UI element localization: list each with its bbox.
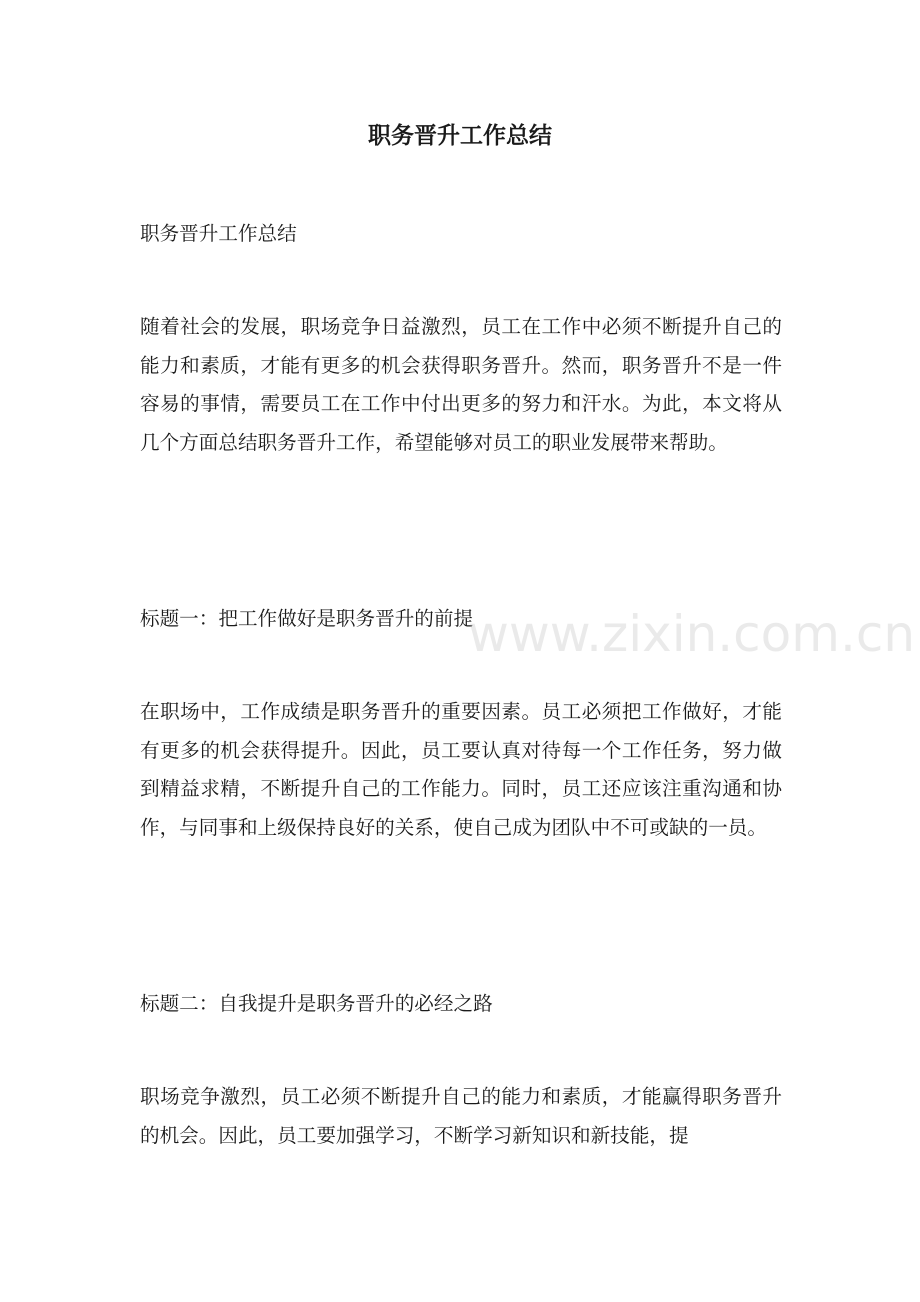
section-1-paragraph: 在职场中，工作成绩是职务晋升的重要因素。员工必须把工作做好，才能有更多的机会获得提升。因此，员工要认真对待每一个工作任务，努力做到精益求精，不断提升自己的工作能力。同时，员工还应该注重沟通和协作，与同事和上级保持良好的关系，使自己成为团队中不可或缺的一员。 (140, 700, 782, 839)
section-2-heading: 标题二：自我提升是职务晋升的必经之路 (140, 992, 493, 1015)
document-title: 职务晋升工作总结 (368, 123, 552, 149)
section-2-paragraph: 职场竞争激烈，员工必须不断提升自己的能力和素质，才能赢得职务晋升的机会。因此，员工要加强学习，不断学习新知识和新技能，提 (140, 1085, 782, 1147)
document-subtitle: 职务晋升工作总结 (140, 222, 297, 245)
intro-paragraph: 随着社会的发展，职场竞争日益激烈，员工在工作中必须不断提升自己的能力和素质，才能有更多的机会获得职务晋升。然而，职务晋升不是一件容易的事情，需要员工在工作中付出更多的努力和汗水。为此，本文将从几个方面总结职务晋升工作，希望能够对员工的职业发展带来帮助。 (140, 315, 782, 454)
section-1-heading: 标题一：把工作做好是职务晋升的前提 (140, 607, 474, 630)
watermark: www.zixin.com.cn (468, 605, 916, 663)
